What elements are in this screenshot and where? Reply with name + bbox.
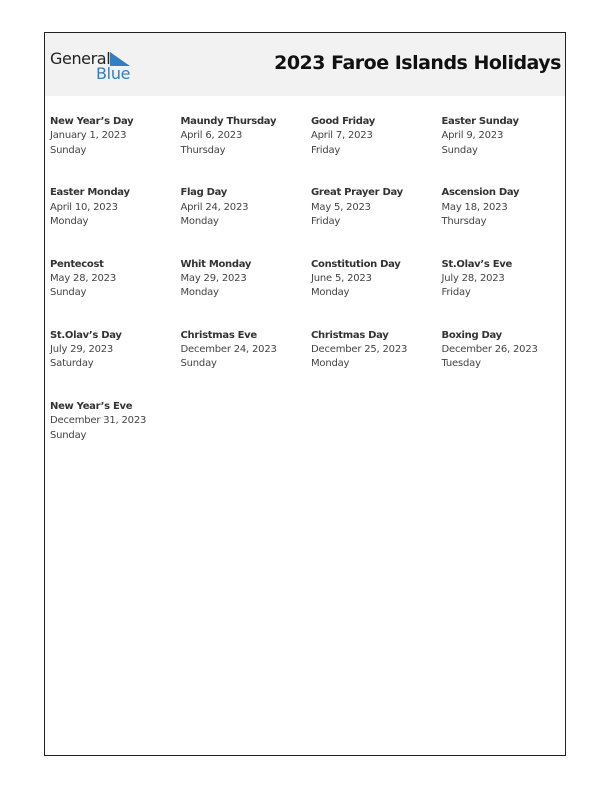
holiday-entry — [442, 115, 570, 158]
holiday-entry — [181, 258, 309, 301]
holiday-date: December 24, 2023 — [180, 344, 277, 356]
holiday-weekday: Monday — [180, 287, 219, 299]
holiday-entry — [181, 186, 309, 229]
holiday-entry — [442, 186, 570, 229]
holiday-entry — [311, 186, 439, 229]
holiday-weekday: Sunday — [441, 144, 478, 156]
holiday-date: December 26, 2023 — [441, 344, 538, 356]
holiday-date: April 24, 2023 — [180, 201, 249, 213]
holiday-weekday: Monday — [180, 215, 219, 227]
holiday-weekday: Friday — [441, 287, 471, 299]
header-band — [45, 33, 565, 96]
holiday-date: January 1, 2023 — [50, 130, 127, 142]
holiday-entry — [442, 258, 570, 301]
holiday-name: Flag Day — [180, 187, 228, 199]
holiday-date: April 7, 2023 — [311, 130, 373, 142]
holiday-entry — [181, 329, 309, 372]
holiday-date: May 5, 2023 — [311, 201, 371, 213]
holiday-date: June 5, 2023 — [311, 272, 372, 284]
logo-word-general: General — [50, 49, 111, 68]
holiday-name: Boxing Day — [441, 329, 502, 341]
holiday-date: December 25, 2023 — [311, 344, 408, 356]
holiday-entry — [442, 329, 570, 372]
page-frame — [44, 32, 566, 756]
holiday-weekday: Friday — [311, 144, 341, 156]
holiday-entry — [311, 258, 439, 301]
holiday-entry — [50, 400, 178, 443]
logo-word-blue: Blue — [96, 64, 131, 83]
holiday-weekday: Thursday — [441, 215, 487, 227]
holiday-name: Pentecost — [50, 258, 104, 270]
holiday-date: May 29, 2023 — [180, 272, 247, 284]
holiday-name: Good Friday — [311, 116, 375, 127]
holiday-name: Easter Sunday — [441, 116, 519, 127]
holiday-name: Ascension Day — [441, 187, 520, 199]
holiday-date: July 28, 2023 — [441, 272, 505, 284]
holiday-name: St.Olav’s Eve — [441, 258, 512, 270]
holiday-entry — [50, 115, 178, 158]
holiday-entry — [50, 186, 178, 229]
holiday-name: New Year’s Day — [50, 116, 134, 127]
holiday-weekday: Monday — [311, 287, 350, 299]
holiday-entry — [50, 258, 178, 301]
holiday-name: New Year’s Eve — [50, 401, 133, 413]
holiday-name: Constitution Day — [311, 258, 401, 270]
holiday-name: Maundy Thursday — [180, 116, 277, 127]
holiday-name: Easter Monday — [50, 187, 130, 199]
holiday-name: Great Prayer Day — [311, 187, 403, 199]
holiday-entry — [50, 329, 178, 372]
page-title: 2023 Faroe Islands Holidays — [274, 52, 561, 74]
holiday-date: April 9, 2023 — [441, 130, 504, 142]
holiday-entry — [311, 329, 439, 372]
holiday-date: April 6, 2023 — [180, 130, 243, 142]
holiday-weekday: Sunday — [50, 429, 87, 441]
holiday-weekday: Saturday — [50, 358, 94, 370]
holiday-entry — [181, 115, 309, 158]
holiday-name: Christmas Eve — [180, 329, 257, 341]
holiday-date: May 18, 2023 — [441, 201, 508, 213]
holiday-name: Christmas Day — [311, 329, 389, 341]
holiday-date: April 10, 2023 — [50, 201, 118, 213]
holiday-date: December 31, 2023 — [50, 415, 147, 427]
holiday-weekday: Thursday — [180, 144, 226, 156]
holiday-date: May 28, 2023 — [50, 272, 116, 284]
holiday-weekday: Tuesday — [441, 358, 481, 370]
holiday-weekday: Sunday — [50, 144, 87, 156]
holiday-name: St.Olav’s Day — [50, 329, 122, 341]
logo — [50, 49, 140, 83]
holiday-weekday: Sunday — [50, 287, 87, 299]
holiday-weekday: Monday — [311, 358, 350, 370]
holiday-weekday: Sunday — [180, 358, 217, 370]
holiday-name: Whit Monday — [180, 258, 252, 270]
holiday-date: July 29, 2023 — [50, 344, 114, 356]
holiday-weekday: Monday — [50, 215, 89, 227]
holiday-entry — [311, 115, 439, 158]
holiday-weekday: Friday — [311, 215, 341, 227]
